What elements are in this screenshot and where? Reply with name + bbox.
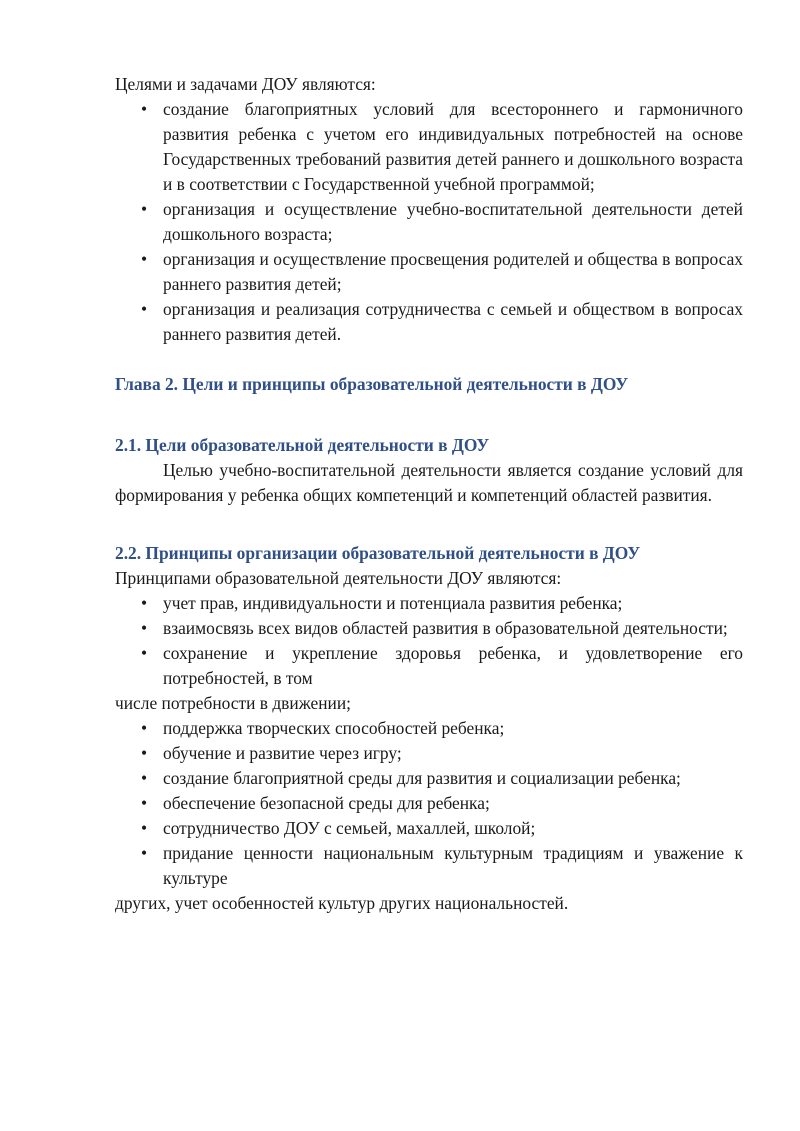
bullet-icon: • (140, 249, 148, 269)
list-item: • обучение и развитие через игру; (115, 741, 743, 766)
list-item: • сотрудничество ДОУ с семьей, махаллей, школой; (115, 816, 743, 841)
principles-list-2 (115, 716, 743, 891)
bullet-icon: • (140, 99, 148, 119)
bullet-icon: • (140, 618, 148, 638)
list-item: • создание благоприятной среды для развития и социализации ребенка; (115, 766, 743, 791)
bullet-icon: • (140, 768, 148, 788)
list-item: • поддержка творческих способностей ребенка; (115, 716, 743, 741)
section-2-2-heading: 2.2. Принципы организации образовательной деятельности в ДОУ (115, 543, 641, 563)
goals-list (115, 97, 743, 347)
list-item: • придание ценности национальным культурным традициям и уважение к культуре (115, 841, 743, 891)
bullet-icon: • (140, 818, 148, 838)
section-2-1-heading: 2.1. Цели образовательной деятельности в ДОУ (115, 435, 490, 455)
bullet-icon: • (140, 299, 148, 319)
list-item: • создание благоприятных условий для всестороннего и гармоничного развития ребенка с учетом его индивидуальных потребностей на основе Государственных требований развития детей раннего и дошкольного возраста и в соответствии с Государственной учебной программой; (115, 97, 743, 197)
bullet-icon: • (140, 793, 148, 813)
bullet-icon: • (140, 643, 148, 663)
list-item: • взаимосвязь всех видов областей развития в образовательной деятельности; (115, 616, 743, 641)
bullet-icon: • (140, 593, 148, 613)
bullet-icon: • (140, 843, 148, 863)
list-item: • сохранение и укрепление здоровья ребенка, и удовлетворение его потребностей, в том (115, 641, 743, 691)
list-item: • организация и реализация сотрудничества с семьей и обществом в вопросах раннего развития детей. (115, 297, 743, 347)
list-item: • учет прав, индивидуальности и потенциала развития ребенка; (115, 591, 743, 616)
list-continuation: числе потребности в движении; (115, 693, 351, 713)
principles-intro: Принципами образовательной деятельности ДОУ являются: (115, 568, 562, 588)
chapter-heading: Глава 2. Цели и принципы образовательной деятельности в ДОУ (115, 374, 629, 394)
section-2-1-text: Целью учебно-воспитательной деятельности является создание условий для формирования у ребенка общих компетенций и компетенций областей развития. (115, 460, 743, 505)
bullet-icon: • (140, 199, 148, 219)
list-item: • организация и осуществление учебно-воспитательной деятельности детей дошкольного возраста; (115, 197, 743, 247)
principles-list-1 (115, 591, 743, 691)
list-item: • организация и осуществление просвещения родителей и общества в вопросах раннего развития детей; (115, 247, 743, 297)
document-page (115, 72, 743, 916)
bullet-icon: • (140, 718, 148, 738)
list-item: • обеспечение безопасной среды для ребенка; (115, 791, 743, 816)
goals-intro: Целями и задачами ДОУ являются: (115, 74, 376, 94)
bullet-icon: • (140, 743, 148, 763)
list-continuation: других, учет особенностей культур других национальностей. (115, 893, 569, 913)
